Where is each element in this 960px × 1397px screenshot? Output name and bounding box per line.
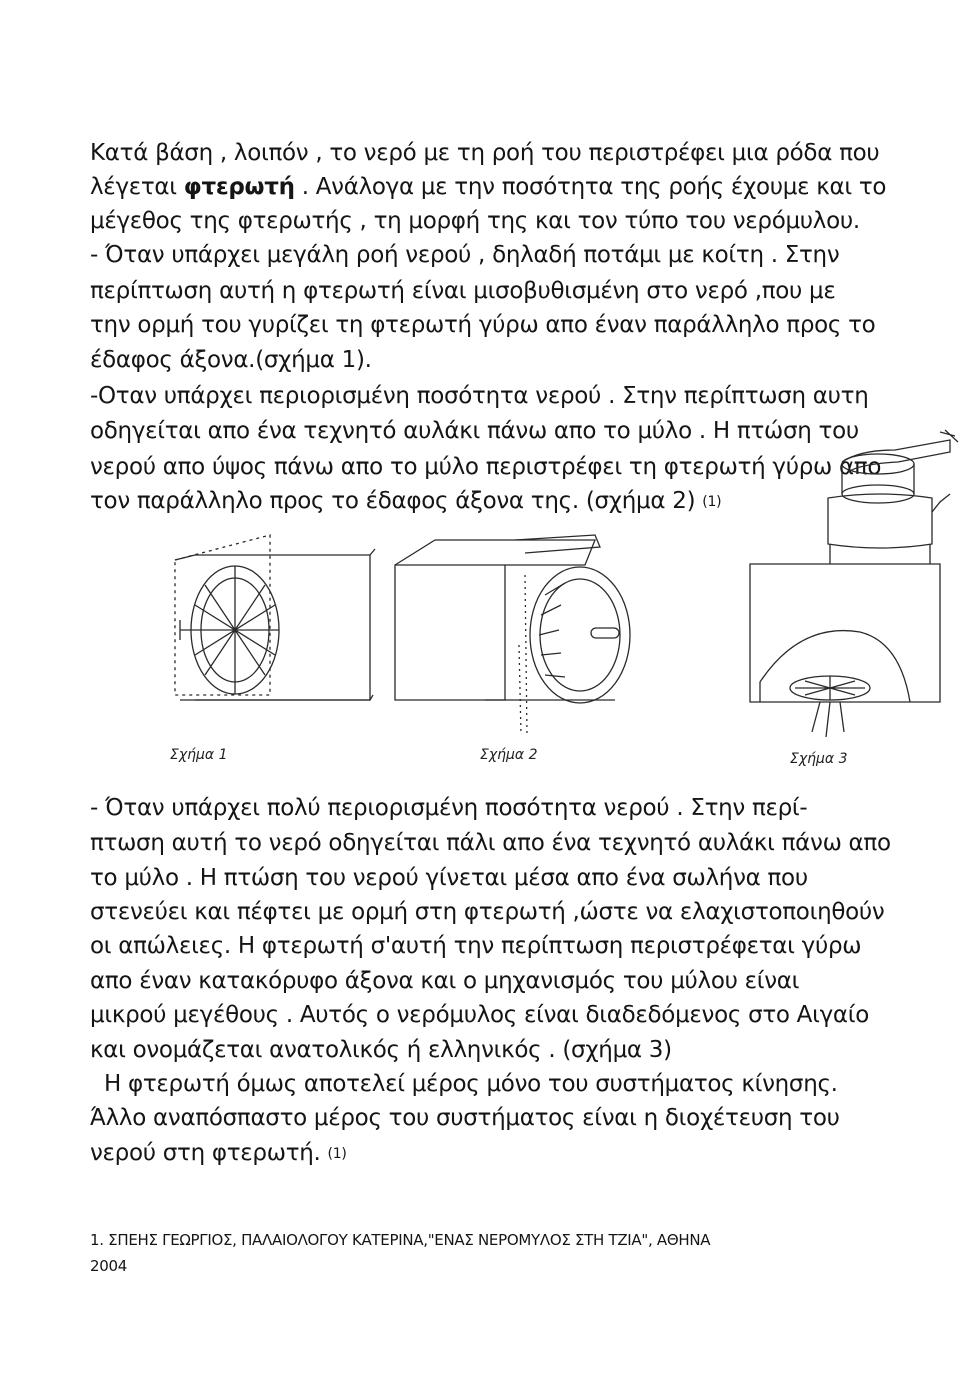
figure1-caption: Σχήμα 1 — [170, 747, 228, 763]
paragraph4-line3: το μύλο . Η πτώση του νερού γίνεται μέσα απο ένα σωλήνα που — [90, 865, 808, 891]
paragraph3-line2: οδηγείται απο ένα τεχνητό αυλάκι πάνω απο το μύλο . Η πτώση του — [90, 418, 859, 444]
paragraph5-line3-text: νερού στη φτερωτή. — [90, 1140, 321, 1166]
paragraph1-line1: Κατά βάση , λοιπόν , το νερό με τη ροή του περιστρέφει μια ρόδα που — [90, 140, 880, 166]
figure2-caption: Σχήμα 2 — [480, 747, 538, 763]
figure3-caption: Σχήμα 3 — [790, 751, 848, 767]
paragraph3-line3: νερού απο ύψος πάνω απο το μύλο περιστρέφει τη φτερωτή γύρω απο — [90, 454, 882, 480]
paragraph1-line2-end: . Ανάλογα με την ποσότητα της ροής έχουμε και το — [294, 174, 887, 200]
paragraph4-line5: οι απώλειες. Η φτερωτή σ'αυτή την περίπτωση περιστρέφεται γύρω — [90, 933, 862, 959]
paragraph3-line4 — [90, 486, 721, 517]
reference-marker: (1) — [327, 1146, 347, 1162]
term-fterwti: φτερωτή — [183, 174, 295, 200]
paragraph4-line4: στενεύει και πέφτει με ορμή στη φτερωτή ,ώστε να ελαχιστοποιηθούν — [90, 899, 885, 925]
paragraph2-line3: την ορμή του γυρίζει τη φτερωτή γύρω απο έναν παράλληλο προς το — [90, 312, 876, 338]
paragraph4-line7: μικρού μεγέθους . Αυτός ο νερόμυλος είναι διαδεδόμενος στο Αιγαίο — [90, 1002, 870, 1028]
paragraph4-line1: - Όταν υπάρχει πολύ περιορισμένη ποσότητα νερού . Στην περί- — [90, 795, 808, 821]
paragraph4-line2: πτωση αυτή το νερό οδηγείται πάλι απο ένα τεχνητό αυλάκι πάνω απο — [90, 830, 891, 856]
paragraph4-line8: και ονομάζεται ανατολικός ή ελληνικός . (σχήμα 3) — [90, 1037, 672, 1063]
paragraph1-line2 — [90, 172, 886, 202]
reference-marker: (1) — [702, 494, 722, 510]
paragraph1-line3: μέγεθος της φτερωτής , τη μορφή της και τον τύπο του νερόμυλου. — [90, 208, 860, 234]
paragraph5-line1: Η φτερωτή όμως αποτελεί μέρος μόνο του συστήματος κίνησης. — [104, 1071, 838, 1097]
figure2-drawing — [395, 535, 655, 735]
paragraph2-line2: περίπτωση αυτή η φτερωτή είναι μισοβυθισμένη στο νερό ,που με — [90, 278, 836, 304]
footnote-line2: 2004 — [90, 1257, 127, 1275]
paragraph3-line4-text: τον παράλληλο προς το έδαφος άξονα της. (σχήμα 2) — [90, 488, 696, 514]
footnote-line1: 1. ΣΠΕΗΣ ΓΕΩΡΓΙΟΣ, ΠΑΛΑΙΟΛΟΓΟΥ ΚΑΤΕΡΙΝΑ,"ΕΝΑΣ ΝΕΡΟΜΥΛΟΣ ΣΤΗ ΤΖΙΑ", ΑΘΗΝΑ — [90, 1231, 711, 1249]
paragraph2-line4: έδαφος άξονα.(σχήμα 1). — [90, 347, 372, 373]
paragraph4-line6: απο έναν κατακόρυφο άξονα και ο μηχανισμός του μύλου είναι — [90, 968, 800, 994]
paragraph5-line3 — [90, 1138, 346, 1169]
figure3-drawing — [800, 432, 960, 772]
figure1-drawing — [175, 535, 375, 735]
paragraph3-line1: -Οταν υπάρχει περιορισμένη ποσότητα νερού . Στην περίπτωση αυτη — [90, 383, 869, 409]
paragraph1-line2-start: λέγεται — [90, 174, 184, 200]
paragraph2-line1: - Όταν υπάρχει μεγάλη ροή νερού , δηλαδή ποτάμι με κοίτη . Στην — [90, 242, 840, 268]
paragraph5-line2: Άλλο αναπόσπαστο μέρος του συστήματος είναι η διοχέτευση του — [90, 1105, 840, 1131]
